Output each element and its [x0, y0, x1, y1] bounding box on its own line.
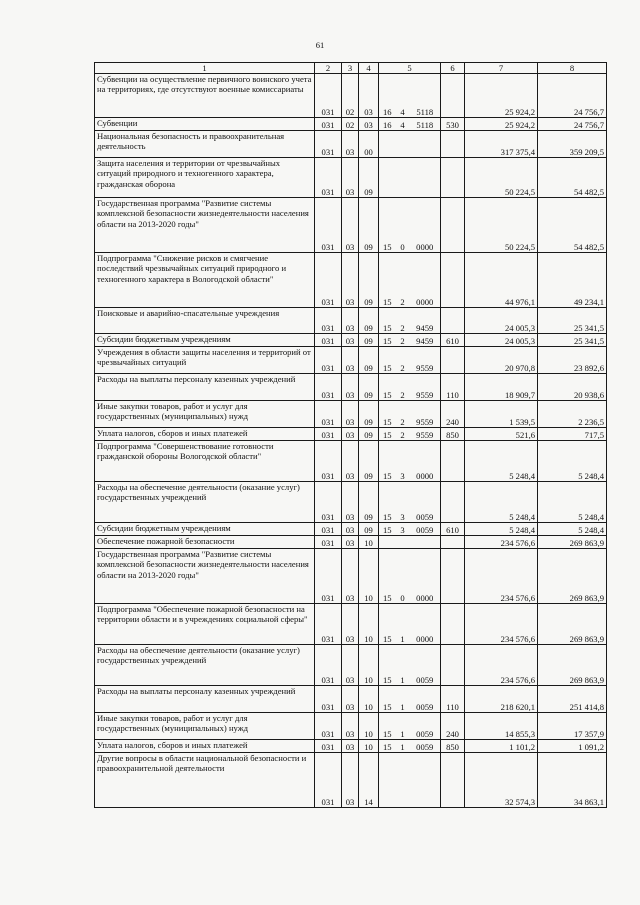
row-ved-code: 031: [315, 253, 342, 308]
row-amount-year-1: 1 101,2: [465, 740, 538, 753]
row-expense-type-code: [441, 198, 465, 253]
row-target-code-program: 15: [379, 374, 396, 401]
row-target-code-subprogram: [396, 536, 410, 549]
row-subsection-code: 09: [359, 374, 379, 401]
row-subsection-code: 09: [359, 308, 379, 334]
row-target-code-direction: 0059: [410, 686, 441, 713]
row-expense-type-code: 240: [441, 713, 465, 740]
row-target-code-subprogram: 1: [396, 686, 410, 713]
table-row: [95, 253, 607, 308]
row-target-code-direction: [410, 536, 441, 549]
row-expense-type-code: 850: [441, 740, 465, 753]
row-target-code-direction: 9559: [410, 374, 441, 401]
row-target-code-direction: 0059: [410, 482, 441, 523]
row-expense-type-code: [441, 645, 465, 686]
row-subsection-code: 03: [359, 118, 379, 131]
row-amount-year-2: 25 341,5: [538, 308, 607, 334]
header-col-7: 7: [465, 63, 538, 74]
row-target-code-program: 15: [379, 334, 396, 347]
row-ved-code: 031: [315, 118, 342, 131]
header-col-5: 5: [379, 63, 441, 74]
row-target-code-direction: 0000: [410, 441, 441, 482]
row-name: Расходы на выплаты персоналу казенных учреждений: [95, 686, 315, 713]
row-target-code-program: 15: [379, 308, 396, 334]
row-ved-code: 031: [315, 347, 342, 374]
row-ved-code: 031: [315, 374, 342, 401]
row-subsection-code: 09: [359, 482, 379, 523]
row-expense-type-code: [441, 74, 465, 118]
row-target-code-direction: [410, 158, 441, 198]
row-section-code: 03: [342, 428, 359, 441]
row-amount-year-1: 5 248,4: [465, 441, 538, 482]
row-subsection-code: 09: [359, 198, 379, 253]
row-subsection-code: 09: [359, 523, 379, 536]
table-row: [95, 131, 607, 158]
row-subsection-code: 10: [359, 645, 379, 686]
row-target-code-program: 16: [379, 118, 396, 131]
row-subsection-code: 09: [359, 253, 379, 308]
row-subsection-code: 09: [359, 334, 379, 347]
row-target-code-subprogram: [396, 131, 410, 158]
row-target-code-subprogram: 2: [396, 253, 410, 308]
row-name: Поисковые и аварийно-спасательные учреждения: [95, 308, 315, 334]
row-amount-year-2: 269 863,9: [538, 536, 607, 549]
row-section-code: 03: [342, 253, 359, 308]
row-section-code: 03: [342, 441, 359, 482]
row-target-code-program: 15: [379, 347, 396, 374]
table-row: [95, 158, 607, 198]
row-target-code-direction: 5118: [410, 118, 441, 131]
row-target-code-program: 16: [379, 74, 396, 118]
row-target-code-direction: [410, 753, 441, 808]
table-row: [95, 482, 607, 523]
row-amount-year-1: 50 224,5: [465, 198, 538, 253]
row-expense-type-code: [441, 482, 465, 523]
row-target-code-subprogram: 1: [396, 645, 410, 686]
row-name: Защита населения и территории от чрезвычайных ситуаций природного и техногенного характера, гражданская оборона: [95, 158, 315, 198]
row-ved-code: 031: [315, 131, 342, 158]
row-ved-code: 031: [315, 74, 342, 118]
row-target-code-subprogram: 4: [396, 118, 410, 131]
row-target-code-program: [379, 158, 396, 198]
row-amount-year-1: 18 909,7: [465, 374, 538, 401]
row-ved-code: 031: [315, 158, 342, 198]
row-name: Подпрограмма "Обеспечение пожарной безопасности на территории области и в учреждениях социальной сферы": [95, 604, 315, 645]
row-target-code-subprogram: 2: [396, 374, 410, 401]
row-target-code-program: 15: [379, 428, 396, 441]
row-amount-year-1: 218 620,1: [465, 686, 538, 713]
row-name: Подпрограмма "Совершенствование готовности гражданской обороны Вологодской области": [95, 441, 315, 482]
row-expense-type-code: 610: [441, 523, 465, 536]
page-number: 61: [315, 40, 325, 50]
row-ved-code: 031: [315, 334, 342, 347]
row-amount-year-2: 49 234,1: [538, 253, 607, 308]
row-section-code: 03: [342, 686, 359, 713]
row-name: Государственная программа "Развитие системы комплексной безопасности жизнедеятельности населения области на 2013-2020 годы": [95, 549, 315, 604]
row-section-code: 03: [342, 549, 359, 604]
row-target-code-direction: 9559: [410, 401, 441, 428]
row-target-code-subprogram: 0: [396, 198, 410, 253]
row-section-code: 02: [342, 118, 359, 131]
row-amount-year-2: 359 209,5: [538, 131, 607, 158]
header-col-3: 3: [342, 63, 359, 74]
row-expense-type-code: [441, 604, 465, 645]
row-ved-code: 031: [315, 401, 342, 428]
row-target-code-direction: 0000: [410, 198, 441, 253]
row-expense-type-code: [441, 158, 465, 198]
budget-table: [94, 62, 607, 808]
row-amount-year-1: 1 539,5: [465, 401, 538, 428]
table-row: [95, 374, 607, 401]
row-target-code-program: [379, 536, 396, 549]
row-subsection-code: 09: [359, 441, 379, 482]
row-target-code-subprogram: 2: [396, 401, 410, 428]
row-expense-type-code: 530: [441, 118, 465, 131]
row-section-code: 03: [342, 523, 359, 536]
row-amount-year-2: 25 341,5: [538, 334, 607, 347]
row-name: Расходы на выплаты персоналу казенных учреждений: [95, 374, 315, 401]
row-name: Расходы на обеспечение деятельности (оказание услуг) государственных учреждений: [95, 645, 315, 686]
row-expense-type-code: 240: [441, 401, 465, 428]
row-target-code-program: [379, 753, 396, 808]
row-target-code-subprogram: 4: [396, 74, 410, 118]
row-name: Иные закупки товаров, работ и услуг для государственных (муниципальных) нужд: [95, 713, 315, 740]
row-expense-type-code: 110: [441, 686, 465, 713]
row-target-code-subprogram: 2: [396, 428, 410, 441]
row-target-code-direction: 0059: [410, 645, 441, 686]
row-target-code-direction: 0059: [410, 523, 441, 536]
table-row: [95, 645, 607, 686]
row-ved-code: 031: [315, 536, 342, 549]
table-row: [95, 308, 607, 334]
row-expense-type-code: [441, 131, 465, 158]
row-amount-year-2: 23 892,6: [538, 347, 607, 374]
row-name: Уплата налогов, сборов и иных платежей: [95, 428, 315, 441]
row-target-code-subprogram: 3: [396, 482, 410, 523]
row-target-code-direction: 5118: [410, 74, 441, 118]
row-target-code-subprogram: [396, 158, 410, 198]
row-target-code-program: 15: [379, 740, 396, 753]
row-section-code: 03: [342, 604, 359, 645]
row-amount-year-1: 234 576,6: [465, 645, 538, 686]
row-target-code-subprogram: [396, 753, 410, 808]
row-amount-year-2: 269 863,9: [538, 645, 607, 686]
row-amount-year-1: 24 005,3: [465, 334, 538, 347]
row-target-code-direction: 0000: [410, 604, 441, 645]
row-target-code-program: 15: [379, 523, 396, 536]
row-subsection-code: 09: [359, 428, 379, 441]
row-amount-year-2: 717,5: [538, 428, 607, 441]
row-target-code-subprogram: 2: [396, 334, 410, 347]
row-target-code-program: 15: [379, 198, 396, 253]
row-amount-year-2: 20 938,6: [538, 374, 607, 401]
row-expense-type-code: 110: [441, 374, 465, 401]
row-ved-code: 031: [315, 198, 342, 253]
row-section-code: 03: [342, 334, 359, 347]
row-amount-year-1: 234 576,6: [465, 536, 538, 549]
table-header-row: [95, 63, 607, 74]
row-target-code-direction: 9459: [410, 334, 441, 347]
row-ved-code: 031: [315, 753, 342, 808]
row-subsection-code: 09: [359, 401, 379, 428]
row-target-code-direction: 9559: [410, 347, 441, 374]
row-target-code-direction: 0059: [410, 713, 441, 740]
row-ved-code: 031: [315, 428, 342, 441]
row-section-code: 03: [342, 158, 359, 198]
row-subsection-code: 00: [359, 131, 379, 158]
row-amount-year-1: 50 224,5: [465, 158, 538, 198]
row-section-code: 03: [342, 131, 359, 158]
table-row: [95, 536, 607, 549]
table-row: [95, 401, 607, 428]
row-name: Субвенции на осуществление первичного воинского учета на территориях, где отсутствуют военные комиссариаты: [95, 74, 315, 118]
row-name: Подпрограмма "Снижение рисков и смягчение последствий чрезвычайных ситуаций природного и техногенного характера в Вологодской области": [95, 253, 315, 308]
row-section-code: 03: [342, 482, 359, 523]
row-amount-year-1: 24 005,3: [465, 308, 538, 334]
row-amount-year-2: 251 414,8: [538, 686, 607, 713]
row-subsection-code: 09: [359, 347, 379, 374]
row-ved-code: 031: [315, 604, 342, 645]
row-subsection-code: 03: [359, 74, 379, 118]
row-target-code-program: 15: [379, 604, 396, 645]
row-ved-code: 031: [315, 740, 342, 753]
row-target-code-program: 15: [379, 253, 396, 308]
row-expense-type-code: [441, 253, 465, 308]
table-row: [95, 740, 607, 753]
row-expense-type-code: [441, 308, 465, 334]
row-amount-year-1: 25 924,2: [465, 118, 538, 131]
row-expense-type-code: [441, 347, 465, 374]
row-amount-year-2: 269 863,9: [538, 549, 607, 604]
row-ved-code: 031: [315, 441, 342, 482]
row-target-code-direction: 9459: [410, 308, 441, 334]
row-subsection-code: 10: [359, 536, 379, 549]
table-row: [95, 549, 607, 604]
header-col-8: 8: [538, 63, 607, 74]
header-col-1: 1: [95, 63, 315, 74]
row-amount-year-1: 25 924,2: [465, 74, 538, 118]
table-row: [95, 74, 607, 118]
row-expense-type-code: [441, 441, 465, 482]
row-section-code: 03: [342, 740, 359, 753]
table-row: [95, 713, 607, 740]
header-col-4: 4: [359, 63, 379, 74]
row-name: Национальная безопасность и правоохранительная деятельность: [95, 131, 315, 158]
table-row: [95, 686, 607, 713]
row-name: Учреждения в области защиты населения и территорий от чрезвычайных ситуаций: [95, 347, 315, 374]
row-target-code-subprogram: 1: [396, 713, 410, 740]
row-section-code: 03: [342, 753, 359, 808]
row-name: Иные закупки товаров, работ и услуг для государственных (муниципальных) нужд: [95, 401, 315, 428]
row-target-code-subprogram: 2: [396, 347, 410, 374]
row-name: Расходы на обеспечение деятельности (оказание услуг) государственных учреждений: [95, 482, 315, 523]
row-amount-year-1: 20 970,8: [465, 347, 538, 374]
row-target-code-subprogram: 2: [396, 308, 410, 334]
row-expense-type-code: 850: [441, 428, 465, 441]
row-ved-code: 031: [315, 308, 342, 334]
table-row: [95, 198, 607, 253]
row-target-code-direction: [410, 131, 441, 158]
row-section-code: 03: [342, 401, 359, 428]
row-section-code: 03: [342, 198, 359, 253]
row-amount-year-2: 2 236,5: [538, 401, 607, 428]
row-amount-year-1: 32 574,3: [465, 753, 538, 808]
row-amount-year-2: 54 482,5: [538, 158, 607, 198]
row-section-code: 02: [342, 74, 359, 118]
row-name: Субсидии бюджетным учреждениям: [95, 334, 315, 347]
header-col-2: 2: [315, 63, 342, 74]
row-subsection-code: 10: [359, 713, 379, 740]
row-subsection-code: 10: [359, 686, 379, 713]
row-subsection-code: 09: [359, 158, 379, 198]
row-name: Субвенции: [95, 118, 315, 131]
row-amount-year-1: 44 976,1: [465, 253, 538, 308]
row-section-code: 03: [342, 374, 359, 401]
row-target-code-direction: 0000: [410, 549, 441, 604]
row-section-code: 03: [342, 536, 359, 549]
row-amount-year-1: 317 375,4: [465, 131, 538, 158]
row-expense-type-code: [441, 753, 465, 808]
table-row: [95, 523, 607, 536]
row-target-code-subprogram: 1: [396, 604, 410, 645]
row-amount-year-1: 234 576,6: [465, 549, 538, 604]
row-subsection-code: 14: [359, 753, 379, 808]
row-target-code-program: 15: [379, 645, 396, 686]
row-amount-year-1: 5 248,4: [465, 523, 538, 536]
row-target-code-program: 15: [379, 482, 396, 523]
row-target-code-program: 15: [379, 713, 396, 740]
row-amount-year-2: 24 756,7: [538, 118, 607, 131]
row-target-code-subprogram: 3: [396, 523, 410, 536]
table-row: [95, 118, 607, 131]
table-row: [95, 441, 607, 482]
header-col-6: 6: [441, 63, 465, 74]
row-amount-year-2: 5 248,4: [538, 441, 607, 482]
row-amount-year-2: 5 248,4: [538, 523, 607, 536]
table-row: [95, 347, 607, 374]
row-amount-year-2: 24 756,7: [538, 74, 607, 118]
row-section-code: 03: [342, 713, 359, 740]
row-ved-code: 031: [315, 686, 342, 713]
row-subsection-code: 10: [359, 549, 379, 604]
row-amount-year-1: 521,6: [465, 428, 538, 441]
row-name: Уплата налогов, сборов и иных платежей: [95, 740, 315, 753]
row-target-code-program: 15: [379, 441, 396, 482]
row-section-code: 03: [342, 347, 359, 374]
row-target-code-subprogram: 1: [396, 740, 410, 753]
row-name: Другие вопросы в области национальной безопасности и правоохранительной деятельности: [95, 753, 315, 808]
row-ved-code: 031: [315, 645, 342, 686]
row-section-code: 03: [342, 308, 359, 334]
table-row: [95, 334, 607, 347]
row-ved-code: 031: [315, 482, 342, 523]
row-target-code-direction: 9559: [410, 428, 441, 441]
row-amount-year-2: 34 863,1: [538, 753, 607, 808]
row-ved-code: 031: [315, 549, 342, 604]
row-expense-type-code: [441, 549, 465, 604]
row-amount-year-1: 234 576,6: [465, 604, 538, 645]
row-amount-year-2: 269 863,9: [538, 604, 607, 645]
row-amount-year-1: 14 855,3: [465, 713, 538, 740]
row-name: Субсидии бюджетным учреждениям: [95, 523, 315, 536]
table-row: [95, 428, 607, 441]
row-subsection-code: 10: [359, 740, 379, 753]
row-section-code: 03: [342, 645, 359, 686]
row-amount-year-2: 5 248,4: [538, 482, 607, 523]
row-target-code-program: 15: [379, 686, 396, 713]
row-target-code-direction: 0000: [410, 253, 441, 308]
row-target-code-subprogram: 3: [396, 441, 410, 482]
row-target-code-program: 15: [379, 549, 396, 604]
row-target-code-direction: 0059: [410, 740, 441, 753]
row-amount-year-2: 17 357,9: [538, 713, 607, 740]
row-target-code-program: 15: [379, 401, 396, 428]
row-target-code-program: [379, 131, 396, 158]
table-row: [95, 753, 607, 808]
row-amount-year-2: 54 482,5: [538, 198, 607, 253]
row-expense-type-code: 610: [441, 334, 465, 347]
row-expense-type-code: [441, 536, 465, 549]
row-name: Государственная программа "Развитие системы комплексной безопасности жизнедеятельности населения области на 2013-2020 годы": [95, 198, 315, 253]
row-ved-code: 031: [315, 713, 342, 740]
row-name: Обеспечение пожарной безопасности: [95, 536, 315, 549]
table-row: [95, 604, 607, 645]
row-ved-code: 031: [315, 523, 342, 536]
row-subsection-code: 10: [359, 604, 379, 645]
row-target-code-subprogram: 0: [396, 549, 410, 604]
row-amount-year-1: 5 248,4: [465, 482, 538, 523]
row-amount-year-2: 1 091,2: [538, 740, 607, 753]
